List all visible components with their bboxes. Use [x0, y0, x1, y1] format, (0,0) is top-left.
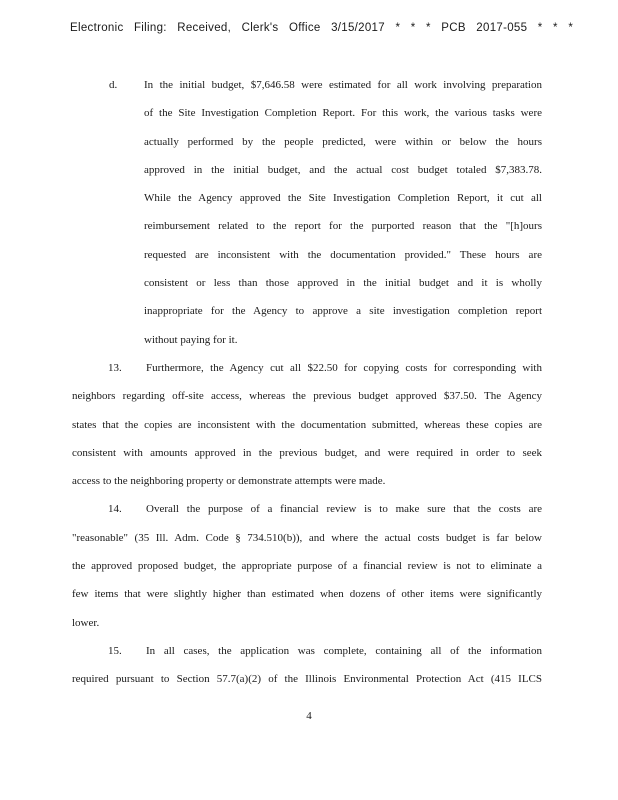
- paragraph-number: 14.: [108, 503, 122, 516]
- text-line: few items that were slightly higher than estimated when dozens of other items were significantly: [72, 588, 542, 601]
- text-line: reimbursement related to the report for the purported reason that the "[h]ours: [144, 220, 542, 233]
- text-line: required pursuant to Section 57.7(a)(2) of the Illinois Environmental Protection Act (415 ILCS: [72, 673, 542, 686]
- filing-header: Electronic Filing: Received, Clerk's Office 3/15/2017 * * * PCB 2017-055 * * *: [70, 22, 574, 34]
- text-line: approved in the initial budget, and the actual cost budget totaled $7,383.78.: [144, 163, 542, 176]
- text-line: of the Site Investigation Completion Report. For this work, the various tasks were: [144, 107, 542, 120]
- paragraph-number: 15.: [108, 644, 122, 657]
- text-line: access to the neighboring property or demonstrate attempts were made.: [72, 475, 386, 488]
- text-line: the approved proposed budget, the appropriate purpose of a financial review is not to eliminate a: [72, 560, 542, 573]
- text-line: lower.: [72, 616, 100, 629]
- text-line: [72, 637, 542, 665]
- text-line: requested are inconsistent with the documentation provided." These hours are: [144, 248, 542, 261]
- text-line: "reasonable" (35 Ill. Adm. Code § 734.510(b)), and where the actual costs budget is far below: [72, 531, 542, 544]
- text-line: states that the copies are inconsistent with the documentation submitted, whereas these copies are: [72, 418, 542, 431]
- text-line: inappropriate for the Agency to approve a site investigation completion report: [144, 305, 542, 318]
- list-item-d: [72, 71, 542, 354]
- text-line: [72, 354, 542, 382]
- paragraph-number: 13.: [108, 361, 122, 374]
- page-number: 4: [306, 710, 312, 722]
- text-line: neighbors regarding off-site access, whereas the previous budget approved $37.50. The Agency: [72, 390, 542, 403]
- text-line: [72, 495, 542, 523]
- paragraph-15: [72, 637, 542, 694]
- paragraph-lead-text: Overall the purpose of a financial review is to make sure that the costs are: [146, 503, 542, 516]
- text-line: actually performed by the people predicted, were within or below the hours: [144, 135, 542, 148]
- text-line: without paying for it.: [144, 333, 238, 346]
- text-line: While the Agency approved the Site Investigation Completion Report, it cut all: [144, 192, 542, 205]
- paragraph-lead-text: Furthermore, the Agency cut all $22.50 for copying costs for corresponding with: [146, 361, 542, 374]
- paragraph-13: [72, 354, 542, 495]
- list-item-text: [144, 71, 542, 354]
- text-line: In the initial budget, $7,646.58 were estimated for all work involving preparation: [144, 79, 542, 91]
- paragraph-14: [72, 495, 542, 636]
- list-item-marker: d.: [109, 79, 118, 91]
- text-line: consistent or less than those approved in the initial budget and it is wholly: [144, 277, 542, 290]
- text-line: consistent with amounts approved in the previous budget, and were required in order to seek: [72, 446, 542, 459]
- paragraph-lead-text: In all cases, the application was complete, containing all of the information: [146, 644, 542, 657]
- document-body: [72, 71, 542, 694]
